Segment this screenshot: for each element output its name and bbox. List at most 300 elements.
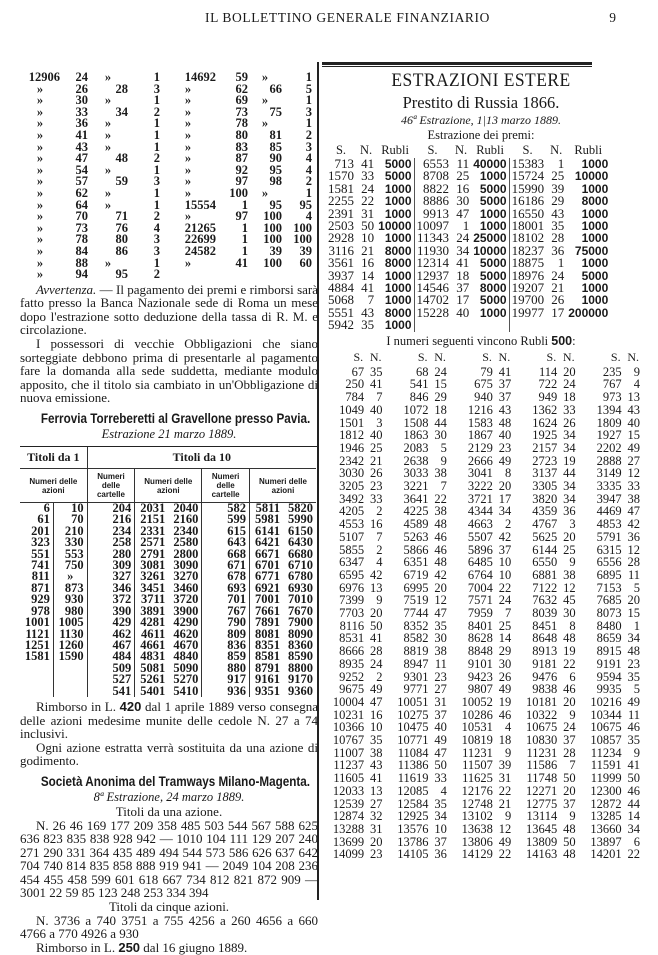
rimborso-amount: 420 bbox=[119, 698, 142, 714]
ferrovia-cell: 2331 bbox=[140, 523, 166, 538]
lottery-cell: 75 bbox=[269, 104, 282, 119]
lottery-cell: 2 bbox=[153, 267, 160, 282]
prize-header: N. bbox=[550, 143, 563, 157]
r500-cell: 11591 bbox=[590, 758, 622, 773]
r500-cell: 50 bbox=[627, 771, 640, 786]
prize-cell: 40 bbox=[456, 304, 470, 320]
ferrovia-cell: 5401 bbox=[140, 683, 166, 698]
spacer bbox=[511, 518, 521, 531]
r500-cell: 48 bbox=[434, 517, 447, 532]
r500-cell: 40 bbox=[370, 402, 383, 417]
spacer bbox=[447, 417, 457, 430]
r500-cell: 11 bbox=[434, 656, 447, 671]
header-numeri-azioni: Numeri delle azioni bbox=[249, 469, 316, 503]
r500-cell: 38 bbox=[434, 466, 447, 481]
r500-cell: 14 bbox=[498, 631, 512, 646]
r500-cell: 9675 bbox=[339, 682, 365, 697]
ferrovia-cell: 3081 bbox=[140, 558, 166, 573]
prize-cell: 2255 bbox=[328, 193, 354, 209]
r500-cell: 24 bbox=[563, 377, 576, 392]
r500-cell: 12872 bbox=[590, 796, 622, 811]
r500-cell: 11999 bbox=[590, 771, 622, 786]
spacer bbox=[576, 747, 586, 760]
r500-cell: 6764 bbox=[467, 567, 493, 582]
r500-cell: 68 bbox=[416, 364, 429, 379]
ferrovia-cell: 7661 bbox=[254, 603, 280, 618]
lottery-cell: » bbox=[184, 255, 192, 270]
lottery-row bbox=[20, 176, 312, 188]
r500-cell: 2342 bbox=[339, 453, 365, 468]
spacer bbox=[383, 505, 393, 518]
r500-cell: 235 bbox=[602, 364, 622, 379]
r500-cell: 6556 bbox=[596, 555, 622, 570]
r500-cell: 26 bbox=[498, 669, 512, 684]
possessori-paragraph: I possessori di vecchie Obbligazioni che siano sorteggiate debbono prima di presentarle al pagamento fare la domanda alla sede suddetta, mediante modulo apposito, che il titolo sia cambiato in un'Obbligazione di nuova emissione. bbox=[20, 336, 318, 406]
lottery-cell: 92 bbox=[235, 162, 248, 177]
r500-cell: 37 bbox=[563, 796, 576, 811]
spacer bbox=[576, 683, 586, 696]
ferrovia-cell: 541 bbox=[87, 686, 135, 697]
r500-cell: 12748 bbox=[461, 796, 493, 811]
lottery-row bbox=[20, 165, 312, 177]
r500-cell: 45 bbox=[563, 593, 576, 608]
prize-header: N. bbox=[455, 143, 468, 157]
spacer bbox=[576, 518, 586, 531]
r500-cell: 9 bbox=[569, 809, 576, 824]
prize-amount: 1000 bbox=[581, 181, 609, 196]
r500-cell: 6595 bbox=[339, 567, 365, 582]
ferrovia-cell: 701 bbox=[202, 594, 250, 605]
r500-cell: 4225 bbox=[403, 504, 429, 519]
spacer bbox=[447, 531, 457, 544]
ferrovia-cell: 527 bbox=[87, 674, 135, 685]
ferrovia-cell: 6150 bbox=[288, 523, 313, 538]
r500-cell: 8819 bbox=[403, 644, 429, 659]
lottery-cell: » bbox=[104, 93, 112, 108]
spacer bbox=[447, 505, 457, 518]
r500-cell: 4663 bbox=[467, 517, 493, 532]
spacer bbox=[511, 620, 521, 633]
r500-cell: 34 bbox=[627, 631, 640, 646]
ferrovia-cell: 9360 bbox=[288, 683, 313, 698]
prize-cell: 18875 bbox=[511, 255, 545, 271]
ferrovia-cell: 936 bbox=[202, 686, 250, 697]
lottery-cell: » bbox=[36, 139, 44, 154]
r500-cell: 3041 bbox=[467, 466, 493, 481]
ferrovia-cell bbox=[53, 663, 87, 674]
r500-cell: 5507 bbox=[467, 529, 493, 544]
cinque-azioni-numbers: N. 3736 a 740 3751 a 755 4256 a 260 4656 a 660 4766 a 770 4926 a 930 bbox=[20, 912, 318, 942]
r500-cell: 8352 bbox=[403, 618, 429, 633]
r500-cell: 13 bbox=[370, 580, 383, 595]
spacer bbox=[576, 366, 586, 379]
spacer bbox=[511, 709, 521, 722]
r500-cell: 13660 bbox=[590, 822, 622, 836]
r500-cell: 13 bbox=[627, 390, 640, 405]
r500-cell: 541 bbox=[409, 377, 429, 392]
r500-cell: 12874 bbox=[332, 809, 365, 824]
ferrovia-cell: 1260 bbox=[53, 640, 87, 651]
spacer bbox=[447, 378, 457, 391]
lottery-cell: 94 bbox=[75, 267, 88, 282]
r500-cell: 36 bbox=[627, 529, 640, 544]
lottery-cell: 100 bbox=[263, 255, 282, 270]
r500-cell: 6315 bbox=[596, 542, 622, 557]
r500-cell: 34 bbox=[434, 809, 447, 824]
lottery-cell: 41 bbox=[235, 255, 248, 270]
lottery-cell bbox=[248, 269, 282, 281]
r500-cell: 10275 bbox=[397, 707, 429, 722]
r500-cell: 5 bbox=[633, 682, 640, 697]
r500-cell: 5 bbox=[440, 440, 447, 455]
prize-amount: 1000 bbox=[376, 183, 414, 195]
lottery-results-table bbox=[20, 72, 312, 281]
spacer bbox=[383, 531, 393, 544]
lottery-cell: 4 bbox=[305, 209, 312, 224]
prize-cell: 5068 bbox=[328, 292, 354, 308]
ferrovia-cell: 2580 bbox=[168, 537, 202, 548]
r500-cell: 6144 bbox=[532, 542, 558, 557]
prize-cell: 15990 bbox=[511, 180, 545, 196]
ferrovia-cell: 873 bbox=[53, 583, 87, 594]
ferrovia-cell: 693 bbox=[202, 583, 250, 594]
ferrovia-cell: 4281 bbox=[140, 615, 166, 630]
r500-cell: 10475 bbox=[397, 720, 429, 735]
spacer bbox=[383, 455, 393, 468]
ferrovia-cell: 6771 bbox=[254, 569, 280, 584]
spacer bbox=[511, 798, 521, 811]
r500-row bbox=[328, 531, 640, 544]
lottery-cell: 14692 bbox=[184, 70, 216, 84]
r500-cell: 5107 bbox=[339, 529, 365, 544]
ferrovia-cell: 6671 bbox=[254, 546, 280, 561]
r500-cell: 7122 bbox=[532, 580, 558, 595]
lottery-cell: 60 bbox=[299, 255, 312, 270]
r500-cell: 10819 bbox=[461, 733, 493, 748]
lottery-cell: 1 bbox=[153, 116, 160, 131]
lottery-cell: 54 bbox=[75, 162, 88, 177]
r500-cell: 6895 bbox=[596, 567, 622, 582]
lottery-cell: 100 bbox=[263, 220, 282, 235]
spacer bbox=[383, 709, 393, 722]
spacer bbox=[576, 582, 586, 595]
lottery-cell: 1 bbox=[153, 70, 160, 84]
prize-cell: 4884 bbox=[328, 280, 354, 296]
prize-amount: 1000 bbox=[471, 170, 509, 182]
ferrovia-cell: 372 bbox=[87, 594, 135, 605]
spacer bbox=[511, 645, 521, 658]
prize-amount: 10000 bbox=[574, 169, 609, 184]
r500-cell: 2202 bbox=[596, 440, 622, 455]
r500-cell: 31 bbox=[498, 771, 512, 786]
spacer bbox=[447, 391, 457, 404]
prize-cell: 34 bbox=[456, 242, 470, 258]
r500-cell: 24 bbox=[434, 364, 447, 379]
r500-cell: 12 bbox=[563, 580, 576, 595]
lottery-cell: 39 bbox=[299, 243, 312, 258]
prize-amount: 1000 bbox=[376, 232, 414, 244]
prize-amount: 1000 bbox=[376, 270, 414, 282]
prize-amount: 8000 bbox=[471, 282, 509, 294]
lottery-cell: 88 bbox=[75, 255, 88, 270]
spacer bbox=[383, 671, 393, 684]
spacer bbox=[383, 848, 393, 861]
r500-cell: 2666 bbox=[467, 453, 493, 468]
r500-cell: 35 bbox=[627, 669, 640, 684]
lottery-cell: 57 bbox=[75, 174, 88, 189]
r500-cell: 11619 bbox=[397, 771, 429, 786]
spacer bbox=[576, 391, 586, 404]
prize-cell: 24 bbox=[551, 267, 565, 283]
prize-amount: 1000 bbox=[581, 157, 609, 171]
spacer bbox=[447, 836, 457, 849]
spacer bbox=[576, 848, 586, 861]
spacer bbox=[511, 696, 521, 709]
r500-cell: 7703 bbox=[339, 606, 365, 621]
r500-cell: 1925 bbox=[532, 428, 558, 443]
r500-cell: 49 bbox=[627, 694, 640, 709]
ferrovia-cell: 4611 bbox=[140, 626, 166, 641]
lottery-cell: » bbox=[184, 174, 192, 189]
r500-cell: 42 bbox=[498, 529, 512, 544]
r500-cell: 13 bbox=[370, 783, 383, 798]
lottery-cell: » bbox=[36, 162, 44, 177]
r500-row bbox=[328, 772, 640, 785]
prize-amount: 1000 bbox=[581, 231, 609, 246]
r500-cell: 8947 bbox=[403, 656, 429, 671]
ferrovia-cell: 258 bbox=[87, 537, 135, 548]
r500-cell: 15 bbox=[627, 428, 640, 443]
r500-cell: 1049 bbox=[339, 402, 365, 417]
r500-header: S. bbox=[417, 349, 428, 364]
r500-header: N. bbox=[562, 349, 575, 364]
spacer bbox=[576, 569, 586, 582]
ferrovia-cell: 5981 bbox=[254, 512, 280, 527]
spacer bbox=[383, 759, 393, 772]
prize-amount: 1000 bbox=[581, 219, 609, 234]
r500-cell: 1 bbox=[633, 618, 640, 633]
r500-cell: 48 bbox=[563, 822, 576, 836]
prize-cell: 41 bbox=[456, 255, 470, 271]
lottery-cell: 73 bbox=[235, 104, 248, 119]
spacer bbox=[576, 607, 586, 620]
lottery-cell: 64 bbox=[75, 197, 88, 212]
r500-cell: 27 bbox=[627, 453, 640, 468]
r500-cell: 34 bbox=[627, 822, 640, 836]
r500-cell: 7 bbox=[569, 758, 576, 773]
r500-cell: 3820 bbox=[532, 491, 558, 506]
ferrovia-cell: 4620 bbox=[168, 629, 202, 640]
r500-cell: 846 bbox=[409, 390, 429, 405]
prize-cell: 35 bbox=[361, 317, 375, 333]
spacer bbox=[383, 620, 393, 633]
r500-cell: 46 bbox=[563, 682, 576, 697]
r500-cell: 11007 bbox=[333, 745, 365, 760]
r500-row bbox=[328, 480, 640, 493]
r500-cell: 19 bbox=[563, 453, 576, 468]
lottery-cell: 95 bbox=[115, 267, 128, 282]
r500-cell: 35 bbox=[434, 796, 447, 811]
r500-cell: 10322 bbox=[525, 707, 558, 722]
prize-amount: 75000 bbox=[574, 243, 609, 258]
ferrovia-row bbox=[20, 686, 316, 697]
spacer bbox=[511, 836, 521, 849]
lottery-cell: 59 bbox=[235, 70, 248, 84]
r500-cell: 4359 bbox=[532, 504, 558, 519]
r500-cell: 5866 bbox=[403, 542, 429, 557]
r500-cell: 7 bbox=[440, 479, 447, 494]
r500-cell: 22 bbox=[498, 580, 512, 595]
prize-cell: 35 bbox=[551, 218, 565, 234]
prize-cell: 5551 bbox=[328, 304, 354, 320]
avvertenza-paragraph bbox=[20, 283, 318, 337]
r500-cell: 13102 bbox=[461, 809, 493, 824]
lottery-row bbox=[20, 234, 312, 246]
ferrovia-cell: 671 bbox=[202, 560, 250, 571]
spacer bbox=[576, 378, 586, 391]
lottery-cell: 5 bbox=[305, 81, 312, 96]
r500-cell: 9594 bbox=[596, 669, 622, 684]
ferrovia-cell: 9351 bbox=[254, 683, 280, 698]
prize-cell: 22 bbox=[361, 193, 375, 209]
r500-cell: 36 bbox=[563, 504, 576, 519]
r500-cell: 33 bbox=[563, 402, 576, 417]
cinque-azioni-label: Titoli da cinque azioni. bbox=[108, 899, 230, 915]
prize-row bbox=[326, 319, 610, 331]
lottery-cell: 3 bbox=[153, 232, 160, 247]
lottery-cell: 1 bbox=[153, 197, 160, 212]
r500-cell: 10830 bbox=[525, 733, 558, 748]
r500-cell: 23 bbox=[370, 479, 383, 494]
ferrovia-cell: 330 bbox=[53, 537, 87, 548]
r500-cell: 7 bbox=[376, 529, 383, 544]
r500-cell: 18 bbox=[563, 390, 576, 405]
r500-cell: 49 bbox=[627, 440, 640, 455]
lottery-cell: 28 bbox=[115, 81, 128, 96]
ferrovia-cell: 2040 bbox=[168, 503, 202, 515]
rubli500-label bbox=[322, 334, 640, 349]
r500-cell: 6347 bbox=[339, 555, 365, 570]
r500-cell: 25 bbox=[370, 440, 383, 455]
spacer bbox=[511, 531, 521, 544]
prizes-table bbox=[326, 143, 610, 332]
lottery-row bbox=[20, 95, 312, 107]
prize-cell: 14 bbox=[361, 267, 375, 283]
ferrovia-rimborso bbox=[20, 700, 318, 741]
lottery-cell: » bbox=[184, 209, 192, 224]
r500-cell: 10767 bbox=[332, 733, 365, 748]
prize-cell: 14546 bbox=[416, 280, 450, 296]
r500-cell: 32 bbox=[370, 809, 383, 824]
lottery-cell: 2 bbox=[153, 104, 160, 119]
lottery-cell: 4 bbox=[305, 162, 312, 177]
r500-cell: 11 bbox=[627, 707, 640, 722]
r500-cell: 19 bbox=[563, 644, 576, 659]
lottery-cell: 100 bbox=[293, 220, 312, 235]
lottery-cell: » bbox=[184, 185, 192, 200]
lottery-cell: 1 bbox=[153, 185, 160, 200]
spacer bbox=[511, 671, 521, 684]
r500-cell: 1362 bbox=[532, 402, 558, 417]
r500-cell: 4205 bbox=[339, 504, 365, 519]
r500-cell: 8913 bbox=[532, 644, 558, 659]
r500-cell: 11 bbox=[627, 567, 640, 582]
r500-cell: 8073 bbox=[596, 606, 622, 621]
r500-cell: 12300 bbox=[590, 783, 622, 798]
r500-cell: 34 bbox=[563, 428, 576, 443]
lottery-row bbox=[20, 258, 312, 270]
r500-cell: 767 bbox=[602, 377, 622, 392]
r500-cell: 784 bbox=[345, 390, 365, 405]
prize-header: Rubli bbox=[381, 143, 409, 157]
ferrovia-cell: 8351 bbox=[254, 637, 280, 652]
ferrovia-cell: 467 bbox=[87, 640, 135, 651]
r500-cell: 12539 bbox=[332, 796, 365, 811]
r500-cell: 4344 bbox=[467, 504, 493, 519]
r500-cell: 48 bbox=[563, 631, 576, 646]
r500-cell: 13806 bbox=[461, 834, 493, 849]
r500-cell: 20 bbox=[434, 580, 447, 595]
lottery-cell: 1 bbox=[241, 220, 248, 235]
prize-cell: 18102 bbox=[511, 230, 545, 246]
spacer bbox=[576, 823, 586, 836]
r500-cell: 24 bbox=[370, 656, 383, 671]
r500-cell: 20 bbox=[563, 364, 576, 379]
ferrovia-cell: 327 bbox=[87, 571, 135, 582]
r500-cell: 13645 bbox=[525, 822, 558, 836]
prize-amount: 1000 bbox=[376, 294, 414, 306]
prize-amount: 5000 bbox=[376, 170, 414, 182]
ferrovia-cell: 2160 bbox=[168, 514, 202, 525]
ferrovia-cell: 767 bbox=[202, 606, 250, 617]
ferrovia-cell: 930 bbox=[53, 594, 87, 605]
prize-cell: 10097 bbox=[416, 218, 450, 234]
r500-cell: 20 bbox=[563, 783, 576, 798]
prize-cell: 6553 bbox=[423, 156, 450, 171]
r500-cell: 973 bbox=[602, 390, 622, 405]
spacer bbox=[576, 759, 586, 772]
ferrovia-cell: 2791 bbox=[140, 546, 166, 561]
left-column bbox=[20, 72, 318, 954]
spacer bbox=[511, 442, 521, 455]
r500-cell: 46 bbox=[627, 720, 640, 735]
spacer bbox=[383, 721, 393, 734]
lottery-cell: 1 bbox=[153, 255, 160, 270]
lottery-cell: 87 bbox=[235, 151, 248, 166]
r500-cell: 25 bbox=[563, 542, 576, 557]
lottery-cell: 69 bbox=[235, 93, 248, 108]
r500-cell: 8531 bbox=[339, 631, 365, 646]
lottery-cell: 21265 bbox=[184, 220, 216, 235]
prize-cell: 15228 bbox=[416, 304, 450, 320]
draw-subtitle: 46ª Estrazione, 1|13 marzo 1889. bbox=[401, 113, 561, 127]
prize-cell: 21 bbox=[361, 242, 375, 258]
lottery-cell: 97 bbox=[235, 174, 248, 189]
spacer bbox=[511, 404, 521, 417]
spacer bbox=[447, 544, 457, 557]
rimborso-text: dal 1 aprile 1889 verso consegna delle azioni medesime munite delle cedole N. 27 a 74 inclusivi. bbox=[20, 698, 318, 742]
r500-cell: 3033 bbox=[403, 466, 429, 481]
lottery-row bbox=[20, 153, 312, 165]
r500-row bbox=[328, 518, 640, 531]
r500-cell: 8915 bbox=[596, 644, 622, 659]
lottery-cell: 95 bbox=[269, 162, 282, 177]
spacer bbox=[511, 772, 521, 785]
ferrovia-cell: 4840 bbox=[168, 651, 202, 662]
lottery-cell: » bbox=[36, 81, 44, 96]
spacer bbox=[383, 683, 393, 696]
spacer bbox=[511, 544, 521, 557]
